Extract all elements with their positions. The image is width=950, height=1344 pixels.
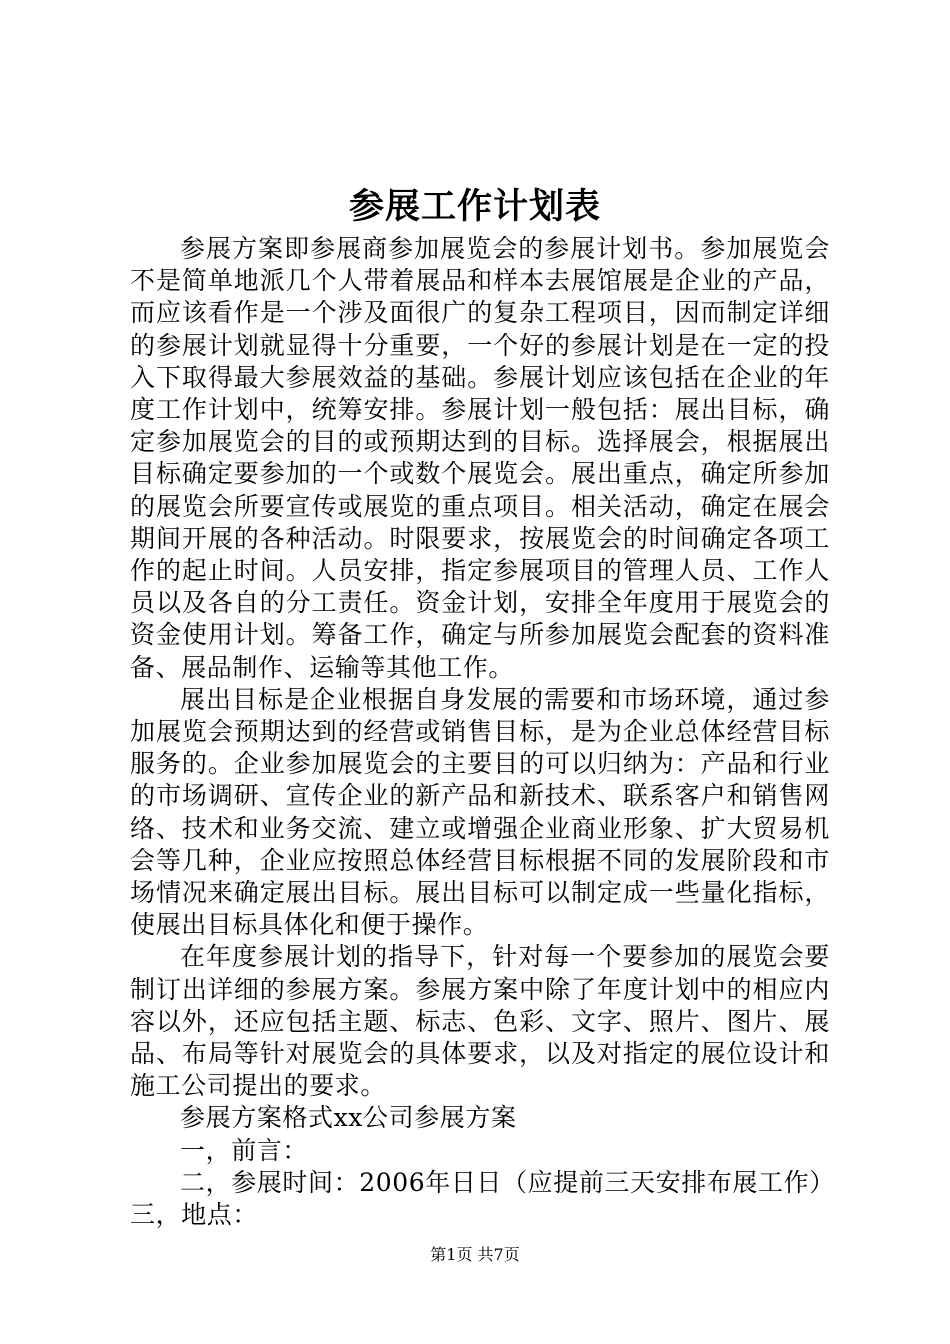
page-footer: 第1页 共7页 — [430, 1245, 520, 1264]
document-body — [130, 233, 835, 1231]
line-preface: 一，前言： — [180, 1135, 309, 1165]
line-exhibit-time: 二，参展时间：2006年日日（应提前三天安排布展工作） — [180, 1167, 835, 1197]
paragraph-intro: 参展方案即参展商参加展览会的参展计划书。参加展览会不是简单地派几个人带着展品和样本去展馆展是企业的产品，而应该看作是一个涉及面很广的复杂工程项目，因而制定详细的参展计划就显得十分重要，一个好的参展计划是在一定的投入下取得最大参展效益的基础。参展计划应该包括在企业的年度工作计划中，统筹安排。参展计划一般包括：展出目标，确定参加展览会的目的或预期达到的目标。选择展会，根据展出目标确定要参加的一个或数个展览会。展出重点，确定所参加的展览会所要宣传或展览的重点项目。相关活动，确定在展会期间开展的各种活动。时限要求，按展览会的时间确定各项工作的起止时间。人员安排，指定参展项目的管理人员、工作人员以及各自的分工责任。资金计划，安排全年度用于展览会的资金使用计划。筹备工作，确定与所参加展览会配套的资料准备、展品制作、运输等其他工作。 — [130, 234, 830, 682]
document-title: 参展工作计划表 — [348, 186, 601, 227]
line-location: 三，地点： — [130, 1200, 259, 1230]
paragraph-exhibit-goals: 展出目标是企业根据自身发展的需要和市场环境，通过参加展览会预期达到的经营或销售目标，是为企业总体经营目标服务的。企业参加展览会的主要目的可以归纳为：产品和行业的市场调研、宣传企业的新产品和新技术、联系客户和销售网络、技术和业务交流、建立或增强企业商业形象、扩大贸易机会等几种，企业应按照总体经营目标根据不同的发展阶段和市场情况来确定展出目标。展出目标可以制定成一些量化指标，使展出目标具体化和便于操作。 — [130, 684, 830, 940]
line-plan-format: 参展方案格式xx公司参展方案 — [180, 1103, 517, 1133]
paragraph-annual-plan: 在年度参展计划的指导下，针对每一个要参加的展览会要制订出详细的参展方案。参展方案中除了年度计划中的相应内容以外，还应包括主题、标志、色彩、文字、照片、图片、展品、布局等针对展览会的具体要求，以及对指定的展位设计和施工公司提出的要求。 — [130, 942, 830, 1101]
